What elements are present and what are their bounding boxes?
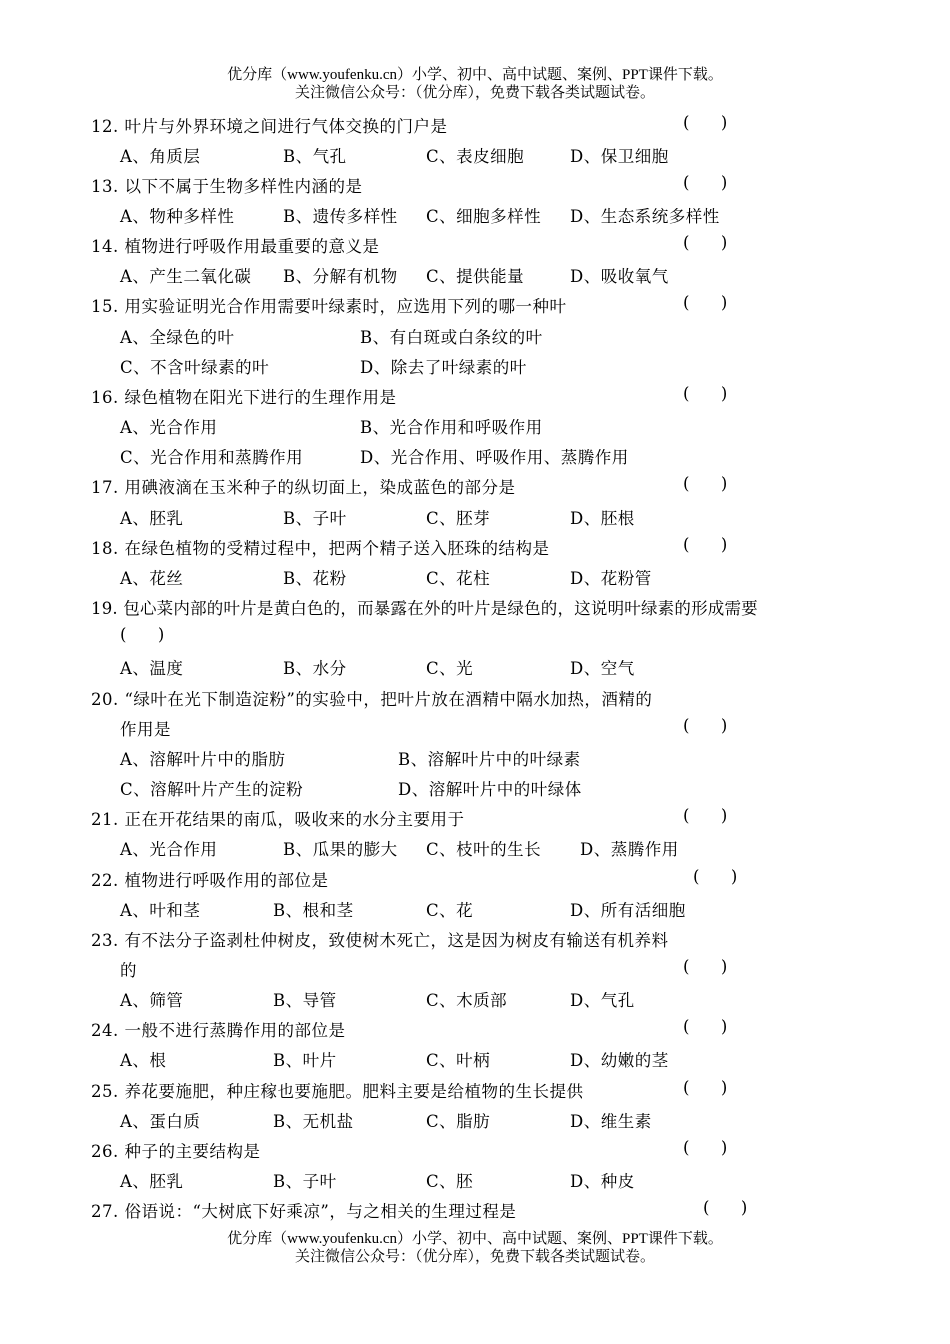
question-13-option-c: C、细胞多样性: [426, 207, 542, 226]
question-12-answer-blank: ( ): [683, 113, 728, 132]
question-18-option-a: A、花丝: [120, 569, 184, 588]
question-15-stem: 15. 用实验证明光合作用需要叶绿素时，应选用下列的哪一种叶: [91, 297, 567, 316]
question-15-answer-blank: ( ): [683, 293, 728, 312]
question-12-option-c: C、表皮细胞: [426, 147, 525, 166]
question-16-option-a: A、光合作用: [120, 418, 218, 437]
question-13-stem: 13. 以下不属于生物多样性内涵的是: [91, 177, 363, 196]
question-20-option-c: C、溶解叶片产生的淀粉: [120, 780, 304, 799]
question-13-option-d: D、生态系统多样性: [570, 207, 720, 226]
footer-line-2: 关注微信公众号：（优分库），免费下载各类试题试卷。: [294, 1249, 655, 1265]
question-17-answer-blank: ( ): [683, 474, 728, 493]
question-16-option-b: B、光合作用和呼吸作用: [360, 418, 543, 437]
question-24-option-c: C、叶柄: [426, 1051, 491, 1070]
question-26-stem: 26. 种子的主要结构是: [91, 1142, 261, 1161]
question-18-option-d: D、花粉管: [570, 569, 652, 588]
question-26-option-c: C、胚: [426, 1172, 474, 1191]
question-25-option-b: B、无机盐: [273, 1112, 354, 1131]
question-18-stem: 18. 在绿色植物的受精过程中，把两个精子送入胚珠的结构是: [91, 539, 550, 558]
question-18-option-b: B、花粉: [283, 569, 347, 588]
question-24-option-d: D、幼嫩的茎: [570, 1051, 669, 1070]
question-19-option-c: C、光: [426, 659, 474, 678]
question-20-option-a: A、溶解叶片中的脂肪: [120, 750, 286, 769]
question-20-option-b: B、溶解叶片中的叶绿素: [398, 750, 581, 769]
question-19-stem: 19. 包心菜内部的叶片是黄白色的，而暴露在外的叶片是绿色的，这说明叶绿素的形成需要: [91, 599, 758, 618]
question-20-stem-continued: 作用是: [120, 720, 171, 739]
question-24-stem: 24. 一般不进行蒸腾作用的部位是: [91, 1021, 346, 1040]
question-19-answer-blank: ( ): [120, 625, 165, 644]
question-23-option-d: D、气孔: [570, 991, 635, 1010]
question-18-option-c: C、花柱: [426, 569, 491, 588]
question-24-answer-blank: ( ): [683, 1017, 728, 1036]
question-19-option-d: D、空气: [570, 659, 635, 678]
question-25-option-d: D、维生素: [570, 1112, 652, 1131]
question-23-option-b: B、导管: [273, 991, 337, 1010]
question-23-stem-continued: 的: [120, 961, 137, 980]
question-25-option-c: C、脂肪: [426, 1112, 491, 1131]
header-line-1: 优分库（www.youfenku.cn）小学、初中、高中试题、案例、PPT课件下载。: [227, 67, 723, 83]
question-13-option-b: B、遗传多样性: [283, 207, 398, 226]
question-21-option-a: A、光合作用: [120, 840, 218, 859]
question-26-option-a: A、胚乳: [120, 1172, 184, 1191]
page-footer: [0, 1230, 950, 1266]
question-15-option-d: D、除去了叶绿素的叶: [360, 358, 527, 377]
question-12-option-b: B、气孔: [283, 147, 347, 166]
question-14-option-d: D、吸收氧气: [570, 267, 669, 286]
question-13-option-a: A、物种多样性: [120, 207, 235, 226]
question-12-option-a: A、角质层: [120, 147, 201, 166]
question-26-option-d: D、种皮: [570, 1172, 635, 1191]
page-header: [0, 66, 950, 102]
header-line-2: 关注微信公众号：（优分库），免费下载各类试题试卷。: [294, 85, 655, 101]
question-19-option-b: B、水分: [283, 659, 347, 678]
question-25-answer-blank: ( ): [683, 1078, 728, 1097]
question-26-option-b: B、子叶: [273, 1172, 337, 1191]
question-25-option-a: A、蛋白质: [120, 1112, 201, 1131]
question-22-stem: 22. 植物进行呼吸作用的部位是: [91, 871, 329, 890]
question-23-answer-blank: ( ): [683, 957, 728, 976]
question-21-option-c: C、枝叶的生长: [426, 840, 542, 859]
question-15-option-c: C、不含叶绿素的叶: [120, 358, 270, 377]
question-14-answer-blank: ( ): [683, 233, 728, 252]
question-19-option-a: A、温度: [120, 659, 184, 678]
question-20-option-d: D、溶解叶片中的叶绿体: [398, 780, 582, 799]
question-16-option-d: D、光合作用、呼吸作用、蒸腾作用: [360, 448, 629, 467]
question-12-option-d: D、保卫细胞: [570, 147, 669, 166]
question-22-option-c: C、花: [426, 901, 474, 920]
question-22-option-d: D、所有活细胞: [570, 901, 686, 920]
question-15-option-a: A、全绿色的叶: [120, 328, 235, 347]
question-27-answer-blank: ( ): [703, 1198, 748, 1217]
question-12-stem: 12. 叶片与外界环境之间进行气体交换的门户是: [91, 117, 448, 136]
question-21-option-b: B、瓜果的膨大: [283, 840, 398, 859]
question-23-option-c: C、木质部: [426, 991, 508, 1010]
question-21-option-d: D、蒸腾作用: [580, 840, 679, 859]
question-17-option-d: D、胚根: [570, 509, 635, 528]
question-24-option-a: A、根: [120, 1051, 167, 1070]
question-24-option-b: B、叶片: [273, 1051, 337, 1070]
question-20-answer-blank: ( ): [683, 716, 728, 735]
question-26-answer-blank: ( ): [683, 1138, 728, 1157]
question-14-stem: 14. 植物进行呼吸作用最重要的意义是: [91, 237, 380, 256]
question-17-option-a: A、胚乳: [120, 509, 184, 528]
question-16-stem: 16. 绿色植物在阳光下进行的生理作用是: [91, 388, 397, 407]
question-20-stem: 20. “绿叶在光下制造淀粉”的实验中，把叶片放在酒精中隔水加热，酒精的: [91, 690, 653, 709]
question-21-answer-blank: ( ): [683, 806, 728, 825]
question-13-answer-blank: ( ): [683, 173, 728, 192]
question-27-stem: 27. 俗语说：“大树底下好乘凉”，与之相关的生理过程是: [91, 1202, 517, 1221]
question-25-stem: 25. 养花要施肥，种庄稼也要施肥。肥料主要是给植物的生长提供: [91, 1082, 584, 1101]
question-22-answer-blank: ( ): [693, 867, 738, 886]
question-23-stem: 23. 有不法分子盗剥杜仲树皮，致使树木死亡，这是因为树皮有输送有机养料: [91, 931, 669, 950]
question-17-stem: 17. 用碘液滴在玉米种子的纵切面上，染成蓝色的部分是: [91, 478, 516, 497]
question-18-answer-blank: ( ): [683, 535, 728, 554]
question-22-option-a: A、叶和茎: [120, 901, 201, 920]
question-21-stem: 21. 正在开花结果的南瓜，吸收来的水分主要用于: [91, 810, 465, 829]
question-23-option-a: A、筛管: [120, 991, 184, 1010]
question-17-option-c: C、胚芽: [426, 509, 491, 528]
question-22-option-b: B、根和茎: [273, 901, 354, 920]
question-16-answer-blank: ( ): [683, 384, 728, 403]
footer-line-1: 优分库（www.youfenku.cn）小学、初中、高中试题、案例、PPT课件下载。: [227, 1231, 723, 1247]
question-14-option-c: C、提供能量: [426, 267, 525, 286]
question-17-option-b: B、子叶: [283, 509, 347, 528]
question-14-option-a: A、产生二氧化碳: [120, 267, 252, 286]
question-15-option-b: B、有白斑或白条纹的叶: [360, 328, 543, 347]
question-16-option-c: C、光合作用和蒸腾作用: [120, 448, 304, 467]
question-14-option-b: B、分解有机物: [283, 267, 398, 286]
